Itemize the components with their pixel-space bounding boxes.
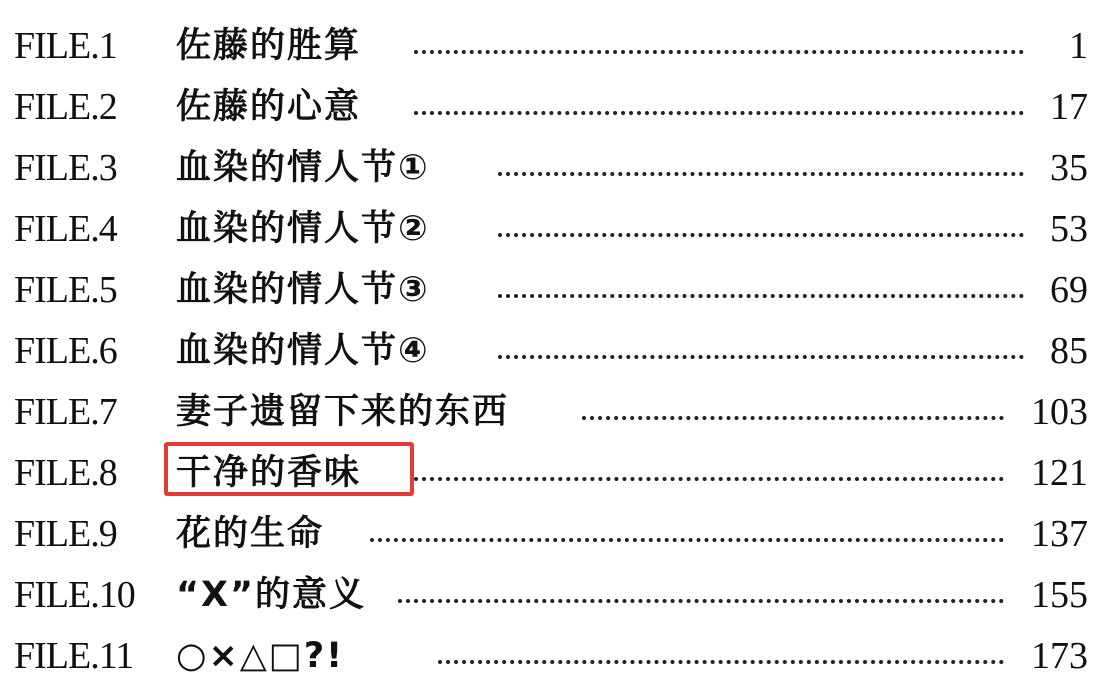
chapter-title: “X”的意义 — [176, 575, 366, 615]
toc-entry-file-11 — [0, 626, 1116, 687]
chapter-title: 花的生命 — [176, 514, 325, 554]
dot-leader — [370, 538, 1004, 542]
file-number: FILE.5 — [14, 269, 117, 311]
page-number: 17 — [1050, 86, 1088, 128]
toc-entry-file-2 — [0, 77, 1116, 138]
file-number: FILE.1 — [14, 25, 117, 67]
chapter-title: 血染的情人节② — [176, 209, 430, 249]
chapter-title: 妻子遗留下来的东西 — [176, 392, 510, 432]
toc-entry-file-9 — [0, 504, 1116, 565]
highlight-box — [164, 442, 414, 496]
page-number: 85 — [1050, 330, 1088, 372]
chapter-title: 血染的情人节① — [176, 148, 430, 188]
dot-leader — [414, 111, 1024, 115]
chapter-title: 干净的香味 — [176, 453, 362, 493]
toc-entry-file-5 — [0, 260, 1116, 321]
page-number: 155 — [1031, 574, 1088, 616]
file-number: FILE.8 — [14, 452, 117, 494]
dot-leader — [398, 599, 1004, 603]
dot-leader — [414, 50, 1024, 54]
chapter-title: 佐藤的心意 — [176, 87, 362, 127]
toc-entry-file-1 — [0, 16, 1116, 77]
table-of-contents — [0, 16, 1116, 687]
chapter-title: 佐藤的胜算 — [176, 26, 362, 66]
page-number: 121 — [1031, 452, 1088, 494]
dot-leader — [582, 416, 1004, 420]
page-number: 137 — [1031, 513, 1088, 555]
file-number: FILE.10 — [14, 574, 135, 616]
toc-entry-file-4 — [0, 199, 1116, 260]
file-number: FILE.3 — [14, 147, 117, 189]
dot-leader — [498, 172, 1024, 176]
page-number: 35 — [1050, 147, 1088, 189]
page-number: 103 — [1031, 391, 1088, 433]
page-number: 1 — [1069, 25, 1088, 67]
dot-leader — [414, 477, 1004, 481]
toc-entry-file-6 — [0, 321, 1116, 382]
dot-leader — [498, 355, 1024, 359]
file-number: FILE.7 — [14, 391, 117, 433]
file-number: FILE.2 — [14, 86, 117, 128]
dot-leader — [498, 294, 1024, 298]
toc-entry-file-10 — [0, 565, 1116, 626]
chapter-title: 血染的情人节③ — [176, 270, 430, 310]
page-number: 53 — [1050, 208, 1088, 250]
dot-leader — [498, 233, 1024, 237]
toc-entry-file-7 — [0, 382, 1116, 443]
file-number: FILE.4 — [14, 208, 117, 250]
page-number: 69 — [1050, 269, 1088, 311]
dot-leader — [438, 660, 1004, 664]
file-number: FILE.11 — [14, 635, 134, 677]
chapter-title: ○×△□?! — [176, 636, 345, 676]
toc-entry-file-3 — [0, 138, 1116, 199]
chapter-title: 血染的情人节④ — [176, 331, 430, 371]
file-number: FILE.6 — [14, 330, 117, 372]
page-number: 173 — [1031, 635, 1088, 677]
file-number: FILE.9 — [14, 513, 117, 555]
